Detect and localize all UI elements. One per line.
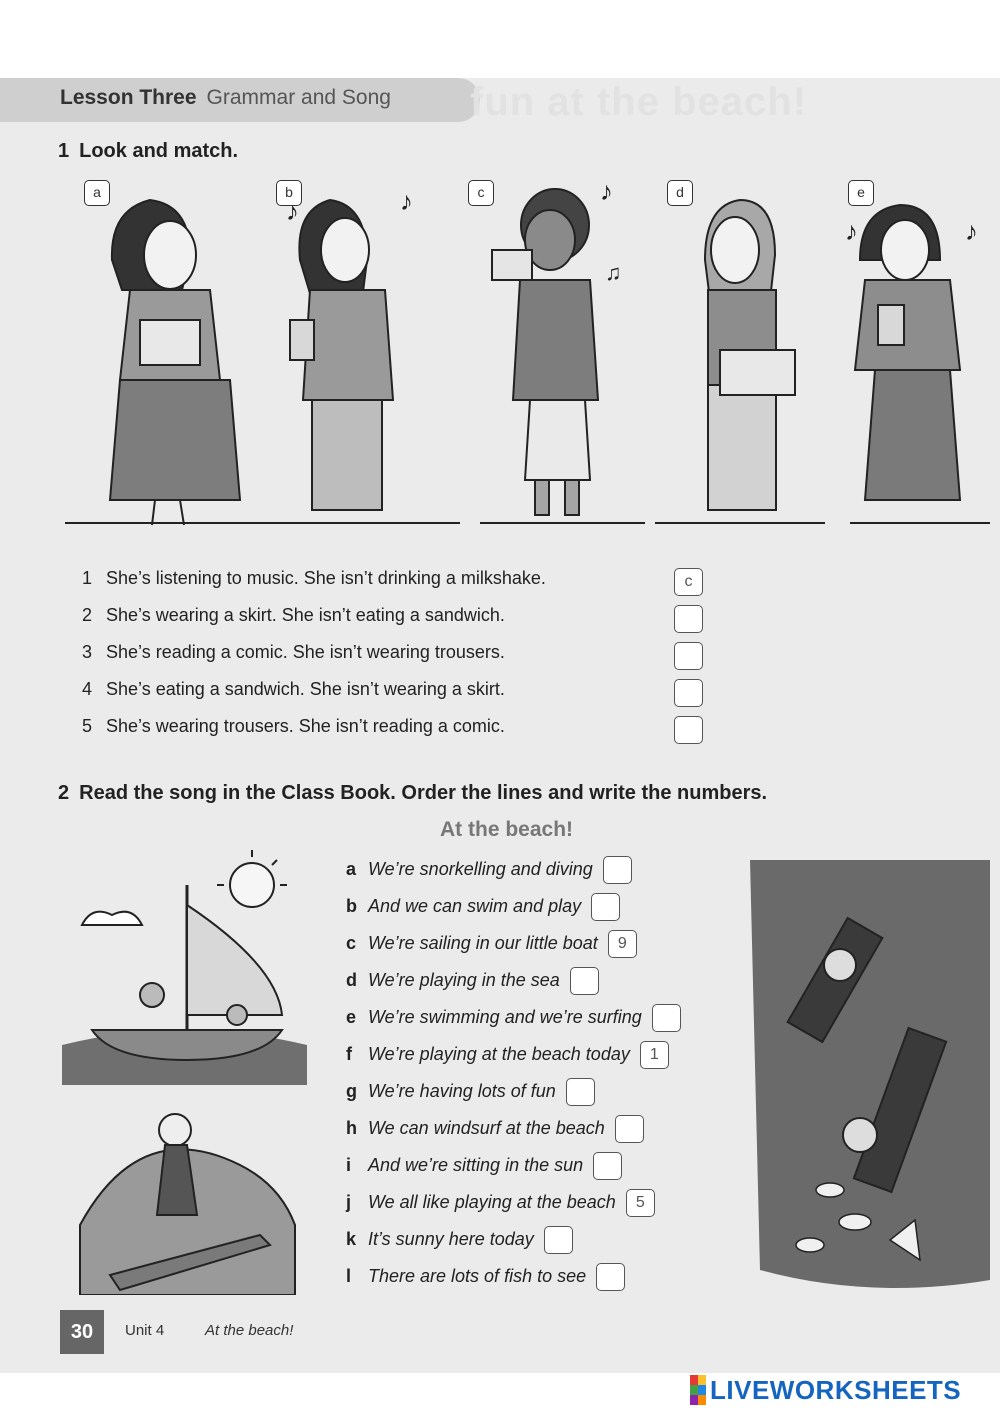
- line-text: We’re swimming and we’re surfing: [368, 1006, 642, 1027]
- song-answer-box-l[interactable]: [596, 1263, 625, 1291]
- exercise-1-title: [58, 140, 238, 163]
- match-answer-box-1[interactable]: c: [674, 568, 703, 596]
- song-lines-list: [346, 856, 681, 1300]
- logo-icon: [690, 1375, 706, 1405]
- line-text: We’re sailing in our little boat: [368, 932, 598, 953]
- line-letter: h: [346, 1117, 357, 1138]
- song-line-d: [346, 967, 681, 1004]
- svg-text:♪: ♪: [600, 180, 613, 206]
- sentence-number: 1: [82, 568, 93, 588]
- match-sentence-4: [82, 679, 546, 716]
- line-letter: j: [346, 1191, 352, 1212]
- page-number: 30: [60, 1310, 104, 1354]
- girl-a-figure: [110, 200, 240, 525]
- song-answer-box-c[interactable]: 9: [608, 930, 637, 958]
- girl-e-figure: [845, 205, 978, 500]
- sentence-text: She’s eating a sandwich. She isn’t wearing a skirt.: [106, 679, 505, 699]
- song-answer-box-h[interactable]: [615, 1115, 644, 1143]
- line-text: And we’re sitting in the sun: [368, 1154, 584, 1175]
- line-text: It’s sunny here today: [368, 1228, 534, 1249]
- exercise-1-instruction: Look and match.: [79, 140, 239, 162]
- girl-b-figure: [286, 186, 413, 510]
- divers-illustration: [740, 850, 990, 1290]
- song-line-k: [346, 1226, 681, 1263]
- song-answer-box-g[interactable]: [566, 1078, 595, 1106]
- song-answer-box-i[interactable]: [593, 1152, 622, 1180]
- sentence-number: 4: [82, 679, 93, 699]
- song-title: At the beach!: [440, 818, 574, 841]
- line-text: We’re playing in the sea: [368, 969, 560, 990]
- song-line-g: [346, 1078, 681, 1115]
- line-text: We all like playing at the beach: [368, 1191, 616, 1212]
- song-answer-box-d[interactable]: [570, 967, 599, 995]
- line-text: And we can swim and play: [368, 895, 582, 916]
- match-answer-box-5[interactable]: [674, 716, 703, 744]
- sentence-text: She’s wearing trousers. She isn’t reading a comic.: [106, 716, 505, 736]
- lesson-number: Lesson Three: [60, 86, 197, 109]
- sentence-number: 5: [82, 716, 93, 736]
- match-answer-box-4[interactable]: [674, 679, 703, 707]
- line-letter: a: [346, 858, 357, 879]
- girls-illustration: [60, 180, 990, 545]
- song-answer-box-e[interactable]: [652, 1004, 681, 1032]
- line-text: We’re playing at the beach today: [368, 1043, 630, 1064]
- match-sentence-list: [82, 568, 693, 753]
- sentence-text: She’s reading a comic. She isn’t wearing trousers.: [106, 642, 505, 662]
- match-answer-box-3[interactable]: [674, 642, 703, 670]
- svg-text:♪: ♪: [286, 196, 299, 226]
- line-text: There are lots of fish to see: [368, 1265, 587, 1286]
- sentence-text: She’s listening to music. She isn’t drinking a milkshake.: [106, 568, 546, 588]
- line-text: We can windsurf at the beach: [368, 1117, 605, 1138]
- brand-name: LIVEWORKSHEETS: [710, 1374, 962, 1405]
- liveworksheets-logo: [690, 1372, 961, 1408]
- song-answer-box-b[interactable]: [591, 893, 620, 921]
- girl-c-figure: [492, 180, 622, 515]
- song-line-c: [346, 930, 681, 967]
- sailing-boat-illustration: [62, 845, 307, 1085]
- svg-text:♪: ♪: [965, 216, 978, 246]
- song-line-b: [346, 893, 681, 930]
- song-line-e: [346, 1004, 681, 1041]
- song-line-a: [346, 856, 681, 893]
- match-sentence-1: [82, 568, 693, 605]
- exercise-1-number: 1: [58, 140, 70, 162]
- line-letter: i: [346, 1154, 352, 1175]
- surfing-girl-illustration: [70, 1095, 305, 1295]
- line-letter: k: [346, 1228, 357, 1249]
- song-line-h: [346, 1115, 681, 1152]
- figure-label-c: c: [468, 180, 494, 206]
- song-answer-box-a[interactable]: [603, 856, 632, 884]
- lesson-section: Grammar and Song: [206, 86, 391, 109]
- match-sentence-3: [82, 642, 546, 679]
- lesson-heading: [60, 86, 391, 110]
- line-text: We’re having lots of fun: [368, 1080, 556, 1101]
- line-letter: c: [346, 932, 357, 953]
- exercise-2-number: 2: [58, 782, 70, 804]
- song-line-i: [346, 1152, 681, 1189]
- song-answer-box-f[interactable]: 1: [640, 1041, 669, 1069]
- line-letter: l: [346, 1265, 352, 1286]
- match-answer-box-2[interactable]: [674, 605, 703, 633]
- sentence-text: She’s wearing a skirt. She isn’t eating a sandwich.: [106, 605, 505, 625]
- unit-topic: At the beach!: [205, 1322, 294, 1339]
- song-answer-box-j[interactable]: 5: [626, 1189, 655, 1217]
- svg-text:♪: ♪: [845, 216, 858, 246]
- exercise-2-instruction: Read the song in the Class Book. Order the lines and write the numbers.: [79, 782, 768, 804]
- figure-label-d: d: [667, 180, 693, 206]
- line-letter: g: [346, 1080, 357, 1101]
- unit-label: Unit 4: [125, 1322, 165, 1339]
- match-sentence-2: [82, 605, 546, 642]
- song-line-f: [346, 1041, 681, 1078]
- sentence-number: 2: [82, 605, 93, 625]
- line-letter: d: [346, 969, 357, 990]
- faded-unit-title: fun at the beach!: [470, 80, 808, 124]
- svg-text:♫: ♫: [605, 260, 622, 285]
- line-letter: f: [346, 1043, 352, 1064]
- exercise-2-title: [58, 782, 767, 805]
- song-line-l: [346, 1263, 681, 1300]
- line-text: We’re snorkelling and diving: [368, 858, 593, 879]
- figure-label-e: e: [848, 180, 874, 206]
- figure-label-a: a: [84, 180, 110, 206]
- song-answer-box-k[interactable]: [544, 1226, 573, 1254]
- song-line-j: [346, 1189, 681, 1226]
- line-letter: e: [346, 1006, 357, 1027]
- sentence-number: 3: [82, 642, 93, 662]
- svg-text:♪: ♪: [400, 186, 413, 216]
- line-letter: b: [346, 895, 357, 916]
- figure-label-b: b: [276, 180, 302, 206]
- girl-d-figure: [705, 200, 795, 510]
- match-sentence-5: [82, 716, 546, 753]
